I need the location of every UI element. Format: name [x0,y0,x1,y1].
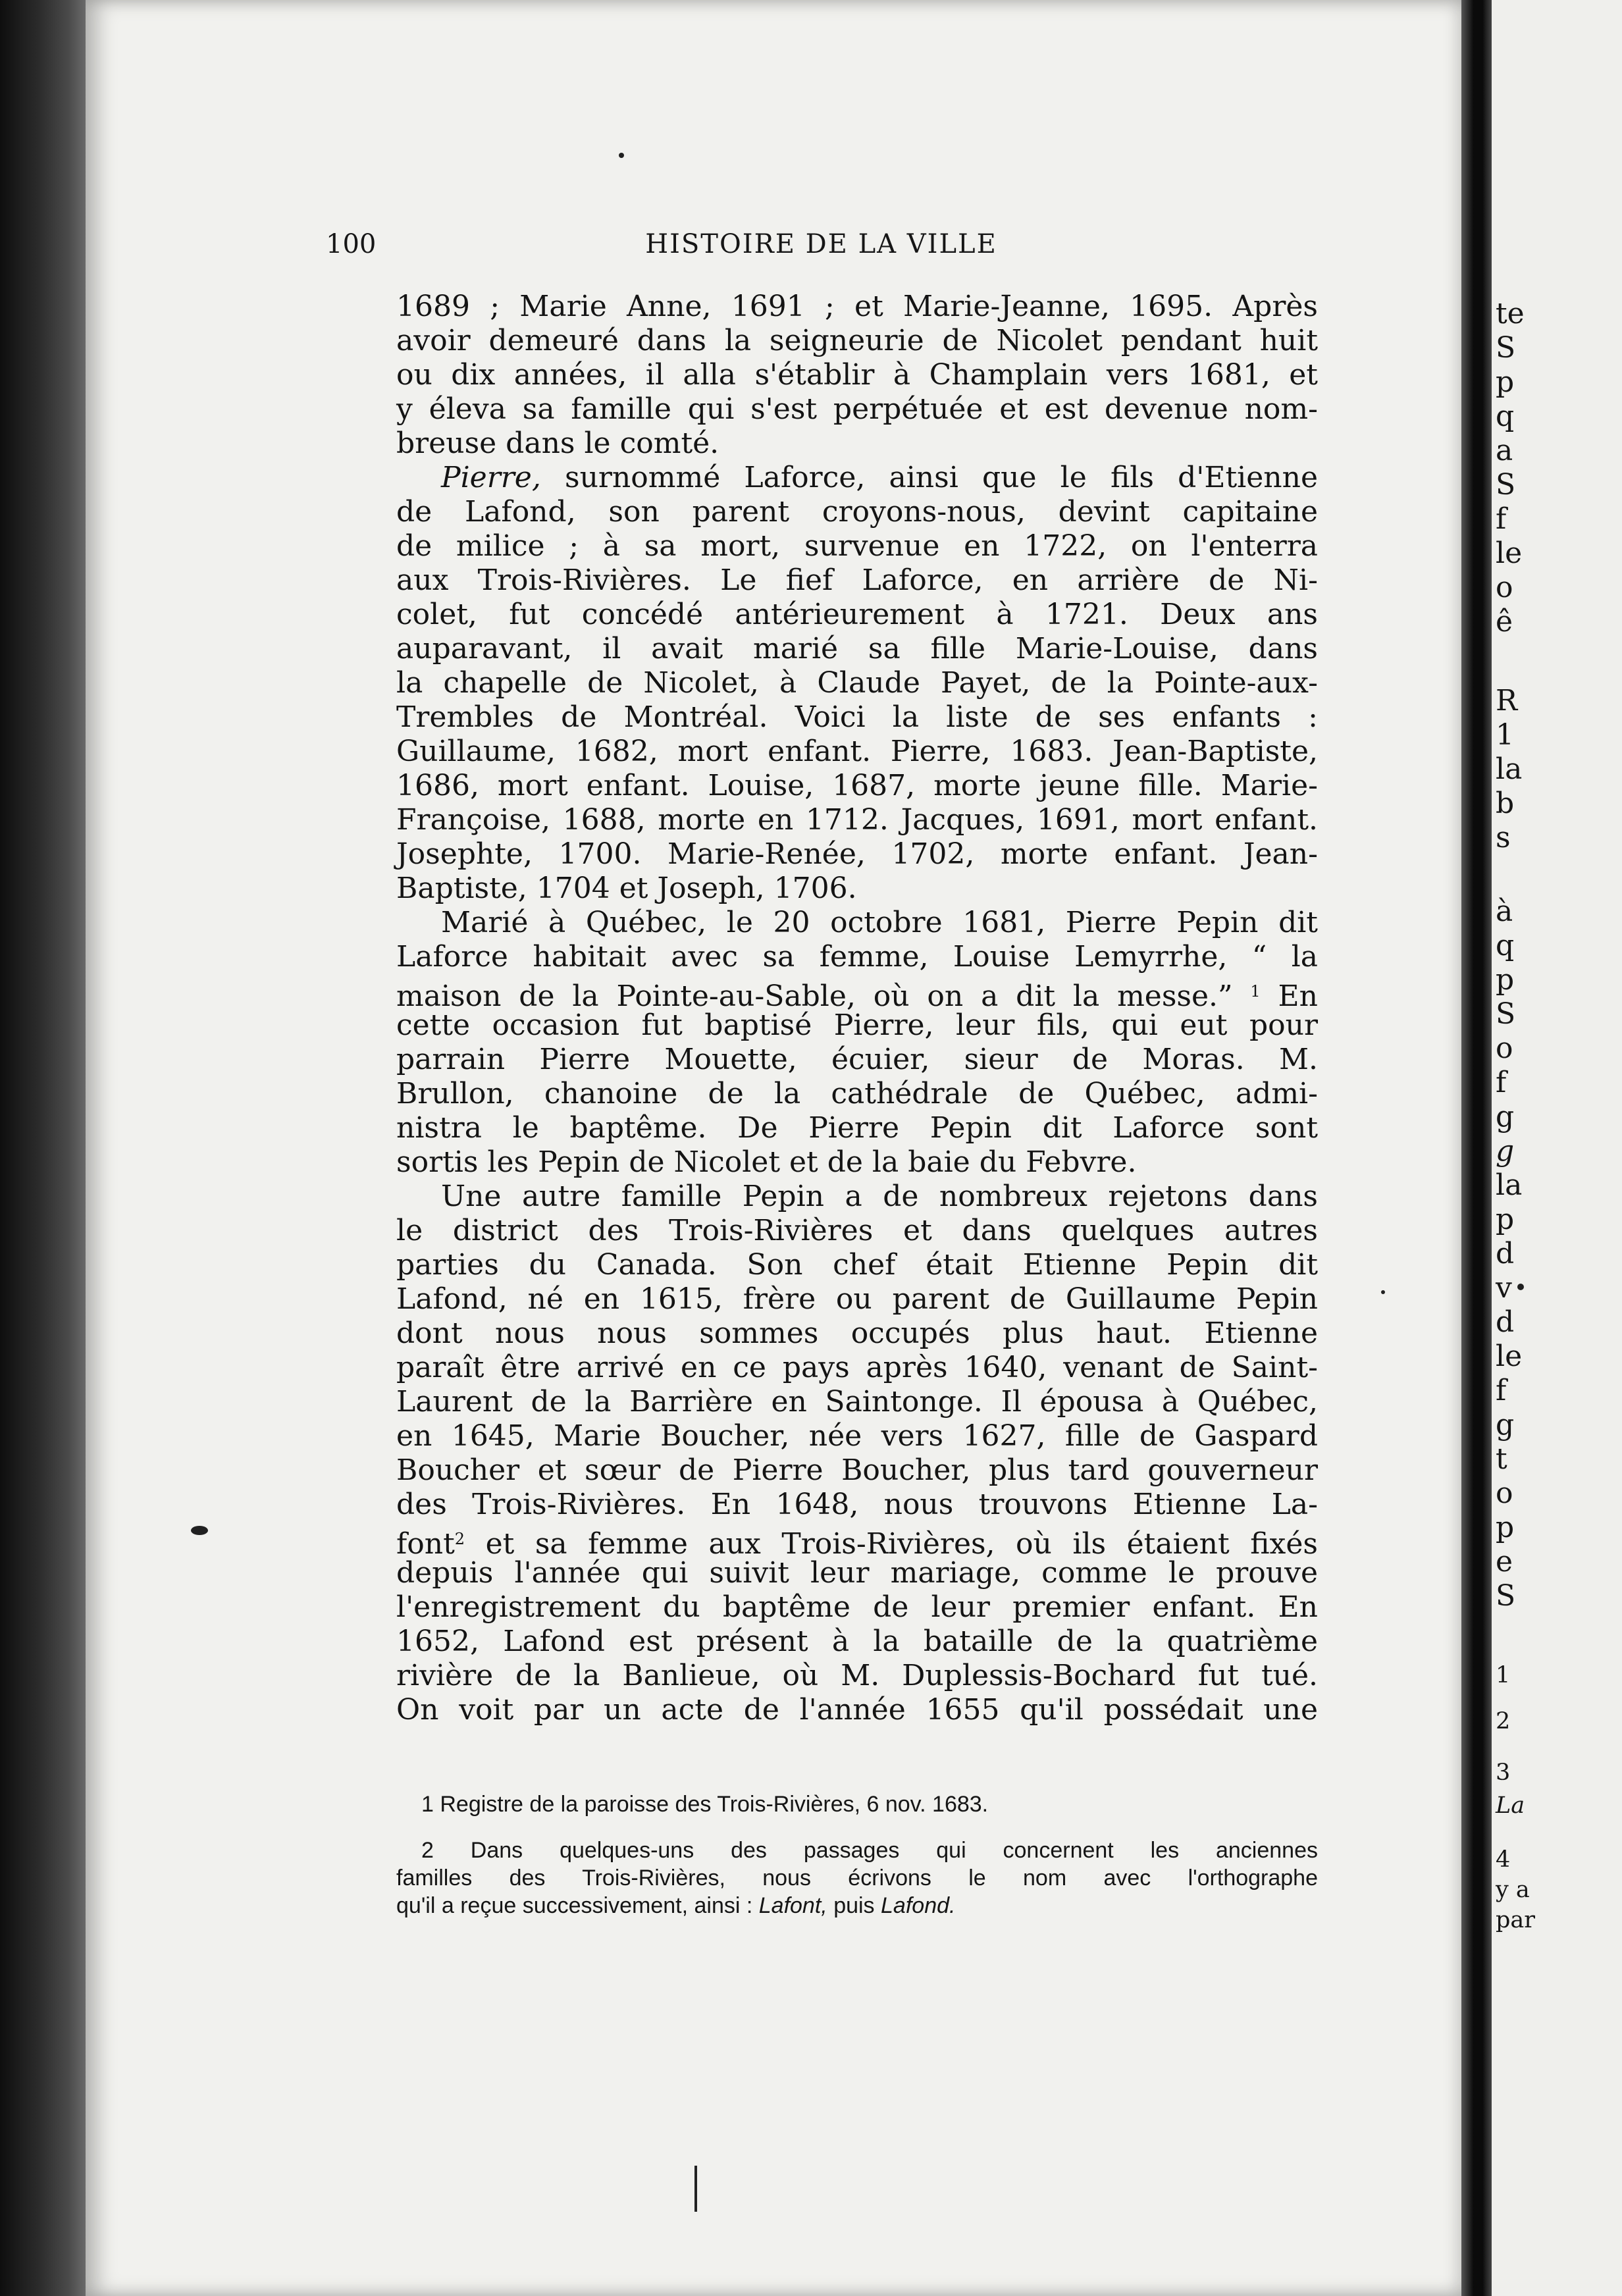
text-line: Marié à Québec, le 20 octobre 1681, Pierre Pepin dit [441,906,1318,939]
adjacent-fragment: S [1496,997,1516,1031]
adjacent-fragment: q [1496,929,1515,962]
adjacent-fragment: f [1496,1066,1507,1099]
adjacent-fragment: s [1496,821,1511,854]
text-line: Boucher et sœur de Pierre Boucher, plus tard gouverneur [396,1453,1318,1487]
italic-name: Lafond. [881,1893,956,1918]
scan-speck [1381,1290,1385,1294]
page-number: 100 [326,229,377,259]
adjacent-fragment: à [1496,895,1513,928]
footnote-1: 1 Registre de la paroisse des Trois-Rivières, 6 nov. 1683. [421,1792,989,1817]
adjacent-fragment: g [1496,1134,1515,1168]
adjacent-fragment: ê [1496,605,1513,639]
adjacent-fragment: f [1496,1374,1507,1407]
adjacent-fragment: d [1496,1237,1515,1270]
scan-mark [694,2166,697,2212]
adjacent-fragment: S [1496,468,1516,502]
running-header [326,229,1317,269]
adjacent-fragment: te [1496,297,1525,330]
adjacent-fragment: v [1496,1271,1512,1305]
scan-speck [619,153,624,158]
text-line: colet, fut concédé antérieurement à 1721. Deux ans [396,598,1318,631]
adjacent-page-edge [1492,0,1622,2296]
text-line: Baptiste, 1704 et Joseph, 1706. [396,872,857,905]
scan-speck [1517,1284,1524,1290]
adjacent-fragment: p [1496,1511,1515,1544]
text-line: des Trois-Rivières. En 1648, nous trouvons Etienne La- [396,1488,1318,1521]
adjacent-fragment: a [1496,434,1513,467]
adjacent-fragment: le [1496,536,1523,570]
text-line: la chapelle de Nicolet, à Claude Payet, de la Pointe-aux- [396,666,1318,700]
adjacent-fragment: 1 [1496,718,1514,752]
adjacent-fragment: p [1496,1203,1515,1236]
text-line: paraît être arrivé en ce pays après 1640, venant de Saint- [396,1351,1318,1384]
running-title: HISTOIRE DE LA VILLE [645,229,997,259]
text-line: depuis l'année qui suivit leur mariage, comme le prouve [396,1556,1318,1590]
text-line: en 1645, Marie Boucher, née vers 1627, fille de Gaspard [396,1419,1318,1453]
adjacent-fragment: la [1496,1168,1523,1202]
adjacent-fragment: 1 [1496,1662,1511,1688]
text-line: Trembles de Montréal. Voici la liste de ses enfants : [396,700,1318,734]
footnote-marker: 2 [454,1530,465,1548]
text-line: rivière de la Banlieue, où M. Duplessis-Bochard fut tué. [396,1659,1318,1692]
text-line: de milice ; à sa mort, survenue en 1722, on l'enterra [396,529,1318,563]
adjacent-fragment: b [1496,787,1515,820]
text-line: 1686, mort enfant. Louise, 1687, morte jeune fille. Marie- [396,769,1318,802]
text-line: maison de la Pointe-au-Sable, où on a dit la messe.” $^1$ En [396,979,1318,1013]
adjacent-fragment: o [1496,571,1513,604]
text-line: le district des Trois-Rivières et dans quelques autres [396,1214,1318,1247]
scan-speck [191,1526,208,1535]
adjacent-fragment: o [1496,1031,1513,1065]
footnotes [396,1790,1318,1938]
text-line: Guillaume, 1682, mort enfant. Pierre, 1683. Jean-Baptiste, [396,735,1318,768]
body-text [396,290,1318,1727]
adjacent-fragment: 2 [1496,1708,1511,1735]
text-line: Françoise, 1688, morte en 1712. Jacques, 1691, mort enfant. [396,803,1318,837]
text-line: Pierre, surnommé Laforce, ainsi que le fils d'Etienne [441,461,1318,494]
adjacent-fragment: 3 [1496,1760,1511,1786]
adjacent-fragment: g [1496,1100,1515,1134]
text-line: Lafond, né en 1615, frère ou parent de Guillaume Pepin [396,1282,1318,1316]
text-line: cette occasion fut baptisé Pierre, leur fils, qui eut pour [396,1008,1318,1042]
italic-name: Lafont, [758,1893,827,1918]
adjacent-fragment: p [1496,365,1515,399]
text-line: Une autre famille Pepin a de nombreux rejetons dans [441,1180,1318,1213]
adjacent-fragment: R [1496,684,1518,718]
adjacent-fragment: t [1496,1442,1507,1476]
adjacent-fragment: y a [1496,1877,1530,1903]
adjacent-fragment: S [1496,1579,1516,1613]
text-line: On voit par un acte de l'année 1655 qu'il possédait une [396,1693,1318,1727]
adjacent-fragment: la [1496,752,1523,786]
adjacent-fragment: g [1496,1408,1515,1442]
footnote-marker: 1 [1250,982,1261,1001]
text-line: parrain Pierre Mouette, écuier, sieur de Moras. M. [396,1043,1318,1076]
book-left-edge [0,0,86,2296]
text-line: ou dix années, il alla s'établir à Champlain vers 1681, et [396,358,1318,392]
adjacent-fragment: par [1496,1907,1536,1933]
text-line: dont nous nous sommes occupés plus haut. Etienne [396,1317,1318,1350]
adjacent-fragment: e [1496,1545,1513,1578]
text-line: de Lafond, son parent croyons-nous, devint capitaine [396,495,1318,529]
text-line: nistra le baptême. De Pierre Pepin dit Laforce sont [396,1111,1318,1145]
text-line: l'enregistrement du baptême de leur premier enfant. En [396,1590,1318,1624]
adjacent-fragment: La [1496,1792,1525,1819]
adjacent-fragment: f [1496,502,1507,536]
adjacent-fragment: q [1496,400,1515,433]
text-line: aux Trois-Rivières. Le fief Laforce, en arrière de Ni- [396,563,1318,597]
adjacent-fragment: le [1496,1340,1523,1373]
book-gutter [1461,0,1492,2296]
adjacent-fragment: p [1496,963,1515,997]
text-line: 1689 ; Marie Anne, 1691 ; et Marie-Jeanne, 1695. Après [396,290,1318,323]
text-line: font$^2$ et sa femme aux Trois-Rivières, où ils étaient fixés [396,1527,1318,1561]
text-line: Josephte, 1700. Marie-Renée, 1702, morte enfant. Jean- [396,837,1318,871]
text-line: 1652, Lafond est présent à la bataille de la quatrième [396,1625,1318,1658]
adjacent-fragment: o [1496,1476,1513,1510]
italic-name: Pierre, [441,461,541,494]
text-line: Laforce habitait avec sa femme, Louise Lemyrrhe, “ la [396,940,1318,974]
adjacent-fragment: S [1496,331,1516,365]
text-line: breuse dans le comté. [396,427,719,460]
text-line: sortis les Pepin de Nicolet et de la baie du Febvre. [396,1145,1137,1179]
text-line: auparavant, il avait marié sa fille Marie-Louise, dans [396,632,1318,665]
text-line: y éleva sa famille qui s'est perpétuée et est devenue nom- [396,392,1318,426]
text-line: Laurent de la Barrière en Saintonge. Il épousa à Québec, [396,1385,1318,1419]
adjacent-fragment: d [1496,1305,1515,1339]
text-line: Brullon, chanoine de la cathédrale de Québec, admi- [396,1077,1318,1110]
footnote-2: 2 Dans quelques-uns des passages qui concernent les anciennes familles des Trois-Rivières, nous écrivons le nom avec l'orthographe qu'il a reçue successivement, ainsi : Lafont, puis Lafond. [396,1838,1318,1918]
adjacent-fragment: 4 [1496,1846,1511,1873]
text-line: parties du Canada. Son chef était Etienne Pepin dit [396,1248,1318,1282]
text-line: avoir demeuré dans la seigneurie de Nicolet pendant huit [396,324,1318,357]
